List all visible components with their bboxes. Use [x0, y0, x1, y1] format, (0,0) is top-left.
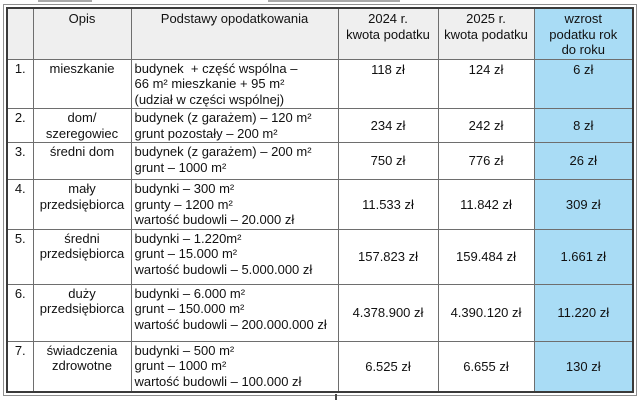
table-row [7, 341, 633, 392]
header-label: 2024 r. [368, 11, 408, 26]
kwota-2024-cell-text: 4.378.900 zł [352, 304, 424, 320]
kwota-2024-cell [338, 180, 438, 230]
kwota-2025-cell-text: 124 zł [468, 61, 504, 77]
opis-cell-text: średni [64, 230, 100, 246]
table-row [7, 284, 633, 341]
wzrost-cell-text: 6 zł [573, 61, 594, 77]
header-row [7, 8, 633, 59]
kwota-2025-cell-text: 11.842 zł [460, 196, 512, 212]
kwota-2024-cell-text: 157.823 zł [358, 248, 418, 264]
table-row [7, 143, 633, 180]
header-label: 2025 r. [466, 11, 506, 26]
header-label: kwota podatku [346, 26, 430, 42]
row-number-cell-text: 4. [14, 181, 26, 196]
opis-cell-text: zdrowotne [52, 358, 112, 373]
kwota-2025-cell [438, 341, 534, 392]
podstawy-cell-text: budynki – 300 m² [134, 181, 235, 196]
wzrost-cell-text: 8 zł [573, 117, 594, 133]
wzrost-cell-text: 11.220 zł [557, 304, 610, 320]
podstawy-cell-text: wartość budowli – 100.000 zł [134, 373, 302, 389]
row-number-cell [7, 284, 33, 341]
kwota-2025-cell [438, 109, 534, 143]
header-cell-index [7, 8, 33, 59]
wzrost-cell [534, 180, 633, 230]
wzrost-cell [534, 109, 633, 143]
kwota-2025-cell [438, 143, 534, 180]
kwota-2024-cell [338, 143, 438, 180]
row-number-cell-text: 1. [14, 60, 26, 76]
podstawy-cell-text: budynek (z garażem) – 120 m² [134, 110, 312, 125]
podstawy-cell-text: wartość budowli – 20.000 zł [134, 212, 295, 227]
kwota-2024-cell [338, 284, 438, 341]
opis-cell [33, 143, 131, 180]
opis-cell-text: średni dom [49, 144, 115, 159]
opis-cell-text: przedsiębiorca [39, 246, 125, 261]
tax-comparison-table [6, 7, 634, 393]
header-cell-wzrost [534, 8, 633, 59]
kwota-2024-cell-text: 234 zł [370, 117, 406, 133]
podstawy-cell [131, 109, 338, 143]
header-label: wzrost [564, 11, 603, 26]
header-cell-podstawy [131, 8, 338, 59]
kwota-2024-cell-text: 11.533 zł [362, 196, 414, 212]
podstawy-cell-text: grunt pozostały – 200 m² [134, 125, 278, 141]
wzrost-cell [534, 143, 633, 180]
podstawy-cell-text: grunt – 1000 m² [134, 159, 227, 175]
row-number-cell-text: 2. [14, 110, 26, 125]
wzrost-cell-text: 309 zł [565, 196, 601, 212]
kwota-2024-cell [338, 109, 438, 143]
podstawy-cell-text: grunt – 150.000 m² [134, 301, 245, 316]
crop-artifact-top-middle [268, 0, 400, 2]
row-number-cell-text: 6. [14, 285, 26, 301]
row-number-cell-text: 3. [14, 144, 26, 159]
header-label: kwota podatku [444, 26, 528, 42]
opis-cell [33, 229, 131, 284]
row-number-cell-text: 7. [14, 342, 26, 358]
podstawy-cell [131, 59, 338, 109]
kwota-2025-cell-text: 4.390.120 zł [450, 304, 522, 320]
opis-cell-text: świadczenia [46, 342, 118, 358]
podstawy-cell-text: grunt – 15.000 m² [134, 246, 238, 261]
wzrost-cell-text: 1.661 zł [560, 248, 607, 264]
kwota-2025-cell [438, 229, 534, 284]
opis-cell-text: mały [68, 181, 96, 196]
crop-artifact-top-left [38, 0, 92, 2]
row-number-cell [7, 229, 33, 284]
header-label: Podstawy opodatkowania [160, 11, 309, 26]
podstawy-cell [131, 341, 338, 392]
podstawy-cell [131, 180, 338, 230]
kwota-2024-cell-text: 750 zł [370, 153, 406, 169]
opis-cell-text: duży [68, 285, 96, 301]
kwota-2024-cell-text: 118 zł [371, 61, 405, 77]
kwota-2025-cell-text: 159.484 zł [456, 248, 516, 264]
opis-cell-text: dom/ [67, 110, 97, 125]
table-row [7, 109, 633, 143]
header-cell-2024 [338, 8, 438, 59]
kwota-2025-cell [438, 180, 534, 230]
podstawy-cell [131, 143, 338, 180]
kwota-2024-cell [338, 229, 438, 284]
row-number-cell [7, 180, 33, 230]
table-body [7, 59, 633, 392]
opis-cell-text: przedsiębiorca [39, 301, 125, 316]
kwota-2024-cell [338, 341, 438, 392]
podstawy-cell-text: grunty – 1200 m² [134, 196, 233, 212]
wzrost-cell [534, 229, 633, 284]
opis-cell [33, 109, 131, 143]
kwota-2024-cell [338, 59, 438, 109]
opis-cell-text: przedsiębiorca [39, 196, 125, 212]
header-label: do roku [561, 42, 605, 57]
podstawy-cell-text: 66 m² mieszkanie + 95 m² [134, 76, 285, 91]
opis-cell [33, 180, 131, 230]
kwota-2025-cell [438, 59, 534, 109]
podstawy-cell-text: budynki – 6.000 m² [134, 285, 246, 301]
opis-cell-text: mieszkanie [49, 60, 115, 76]
crop-artifact-bottom [335, 394, 337, 400]
podstawy-cell-text: grunt – 1000 m² [134, 358, 227, 373]
podstawy-cell [131, 229, 338, 284]
table-row [7, 229, 633, 284]
wzrost-cell [534, 284, 633, 341]
kwota-2025-cell-text: 242 zł [468, 117, 504, 133]
kwota-2025-cell-text: 776 zł [468, 153, 504, 169]
opis-cell [33, 341, 131, 392]
podstawy-cell-text: budynki – 1.220m² [134, 230, 242, 246]
wzrost-cell [534, 59, 633, 109]
kwota-2024-cell-text: 6.525 zł [365, 358, 411, 374]
row-number-cell [7, 341, 33, 392]
podstawy-cell-text: budynki – 500 m² [134, 342, 235, 358]
row-number-cell [7, 59, 33, 109]
table-row [7, 59, 633, 109]
header-cell-2025 [438, 8, 534, 59]
podstawy-cell-text: wartość budowli – 200.000.000 zł [134, 316, 327, 332]
kwota-2025-cell-text: 6.655 zł [463, 358, 509, 374]
opis-cell-text: szeregowiec [45, 125, 119, 141]
row-number-cell [7, 109, 33, 143]
wzrost-cell-text: 26 zł [569, 153, 597, 169]
podstawy-cell-text: budynek + część wspólna – [134, 60, 298, 76]
wzrost-cell-text: 130 zł [565, 358, 601, 374]
podstawy-cell-text: budynek (z garażem) – 200 m² [134, 144, 312, 159]
row-number-cell [7, 143, 33, 180]
table-row [7, 180, 633, 230]
podstawy-cell-text: (udział w części wspólnej) [134, 91, 285, 107]
opis-cell [33, 284, 131, 341]
header-cell-opis [33, 8, 131, 59]
opis-cell [33, 59, 131, 109]
podstawy-cell-text: wartość budowli – 5.000.000 zł [134, 261, 313, 277]
row-number-cell-text: 5. [14, 230, 26, 246]
header-label: podatku rok [549, 26, 618, 42]
wzrost-cell [534, 341, 633, 392]
podstawy-cell [131, 284, 338, 341]
kwota-2025-cell [438, 284, 534, 341]
header-label: Opis [68, 11, 96, 26]
